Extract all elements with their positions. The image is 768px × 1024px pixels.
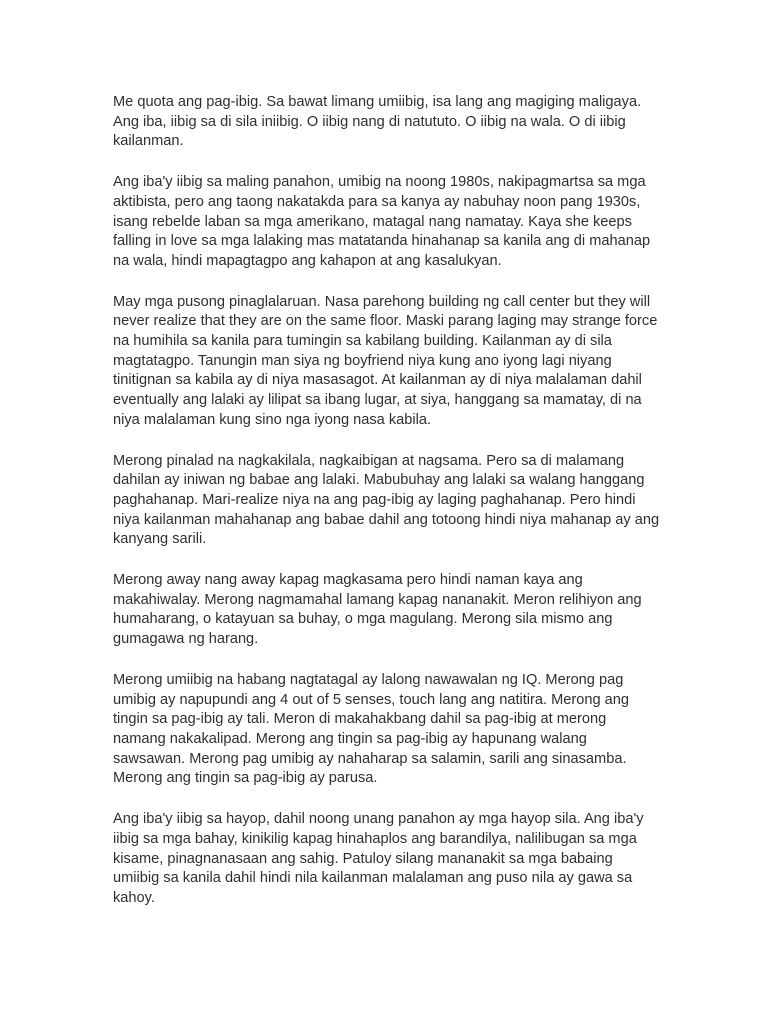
paragraph-4 (113, 452, 658, 551)
paragraph-1 (113, 93, 658, 152)
text-line: gumagawa ng harang. (113, 631, 259, 648)
text-line: kahoy. (113, 889, 155, 906)
text-line: iibig sa mga bahay, kinikilig kapag hinahaplos ang barandilya, nalilibugan sa mga (113, 830, 637, 847)
text-line: na humihila sa kanila para tumingin sa kabilang building. Kailanman ay di sila (113, 333, 612, 350)
text-line: kisame, pinagnanasaan ang sahig. Patuloy silang mananakit sa mga babaing (113, 850, 613, 867)
paragraph-3 (113, 293, 658, 431)
text-line: niya kailanman mahahanap ang babae dahil ang totoong hindi niya mahanap ay ang (113, 511, 660, 528)
text-line: na wala, hindi mapagtagpo ang kahapon at ang kasalukyan. (113, 252, 502, 269)
text-line: niya malalaman kung sino nga iyong nasa kabila. (113, 411, 432, 428)
paragraph-6 (113, 671, 658, 789)
text-line: Merong umiibig na habang nagtatagal ay lalong nawawalan ng IQ. Merong pag (113, 671, 624, 688)
text-line: tingin sa pag-ibig ay tali. Meron di makahakbang dahil sa pag-ibig at merong (113, 711, 607, 728)
document-body (113, 93, 658, 930)
text-line: isang rebelde laban sa mga amerikano, matagal nang namatay. Kaya she keeps (113, 213, 632, 230)
text-line: namang nakakalipad. Merong ang tingin sa pag-ibig ay hapunang walang (113, 730, 587, 747)
text-line: May mga pusong pinaglalaruan. Nasa parehong building ng call center but they will (113, 293, 651, 310)
text-line: Ang iba, iibig sa di sila iniibig. O iibig nang di natututo. O iibig na wala. O di iibig (113, 113, 626, 130)
text-line: umibig ay napupundi ang 4 out of 5 senses, touch lang ang natitira. Merong ang (113, 691, 630, 708)
text-line: makahiwalay. Merong nagmamahal lamang kapag nananakit. Meron relihiyon ang (113, 591, 642, 608)
text-line: Merong away nang away kapag magkasama pero hindi naman kaya ang (113, 572, 583, 589)
text-line: tinitignan sa kabila ay di niya masasagot. At kailanman ay di niya malalaman dahil (113, 372, 642, 389)
paragraph-5 (113, 571, 658, 650)
text-line: eventually ang lalaki ay lilipat sa ibang lugar, at siya, hanggang sa mamatay, di na (113, 392, 642, 409)
text-line: falling in love sa mga lalaking mas matatanda hinahanap sa kanila ang di mahanap (113, 233, 651, 250)
paragraph-2 (113, 173, 658, 272)
text-line: sawsawan. Merong pag umibig ay nahaharap sa salamin, sarili ang sinasamba. (113, 750, 627, 767)
text-line: Me quota ang pag-ibig. Sa bawat limang umiibig, isa lang ang magiging maligaya. (113, 94, 642, 110)
paragraph-7 (113, 810, 658, 909)
text-line: kailanman. (113, 133, 184, 150)
text-line: aktibista, pero ang taong nakatakda para sa kanya ay nabuhay noon pang 1930s, (113, 193, 641, 210)
text-line: paghahanap. Mari-realize niya na ang pag-ibig ay laging paghahanap. Pero hindi (113, 491, 636, 508)
text-line: kanyang sarili. (113, 531, 207, 548)
text-line: magtatagpo. Tanungin man siya ng boyfriend niya kung ano iyong lagi niyang (113, 352, 612, 369)
text-line: Merong ang tingin sa pag-ibig ay parusa. (113, 770, 378, 787)
text-line: umiibig sa kanila dahil hindi nila kailanman malalaman ang puso nila ay gawa sa (113, 870, 633, 887)
text-line: Merong pinalad na nagkakilala, nagkaibigan at nagsama. Pero sa di malamang (113, 452, 625, 469)
text-line: Ang iba'y iibig sa hayop, dahil noong unang panahon ay mga hayop sila. Ang iba'y (113, 811, 644, 828)
text-line: Ang iba'y iibig sa maling panahon, umibig na noong 1980s, nakipagmartsa sa mga (113, 174, 646, 191)
text-line: never realize that they are on the same floor. Maski parang laging may strange force (113, 313, 658, 330)
text-line: humaharang, o katayuan sa buhay, o mga magulang. Merong sila mismo ang (113, 611, 613, 628)
text-line: dahilan ay iniwan ng babae ang lalaki. Mabubuhay ang lalaki sa walang hanggang (113, 472, 645, 489)
